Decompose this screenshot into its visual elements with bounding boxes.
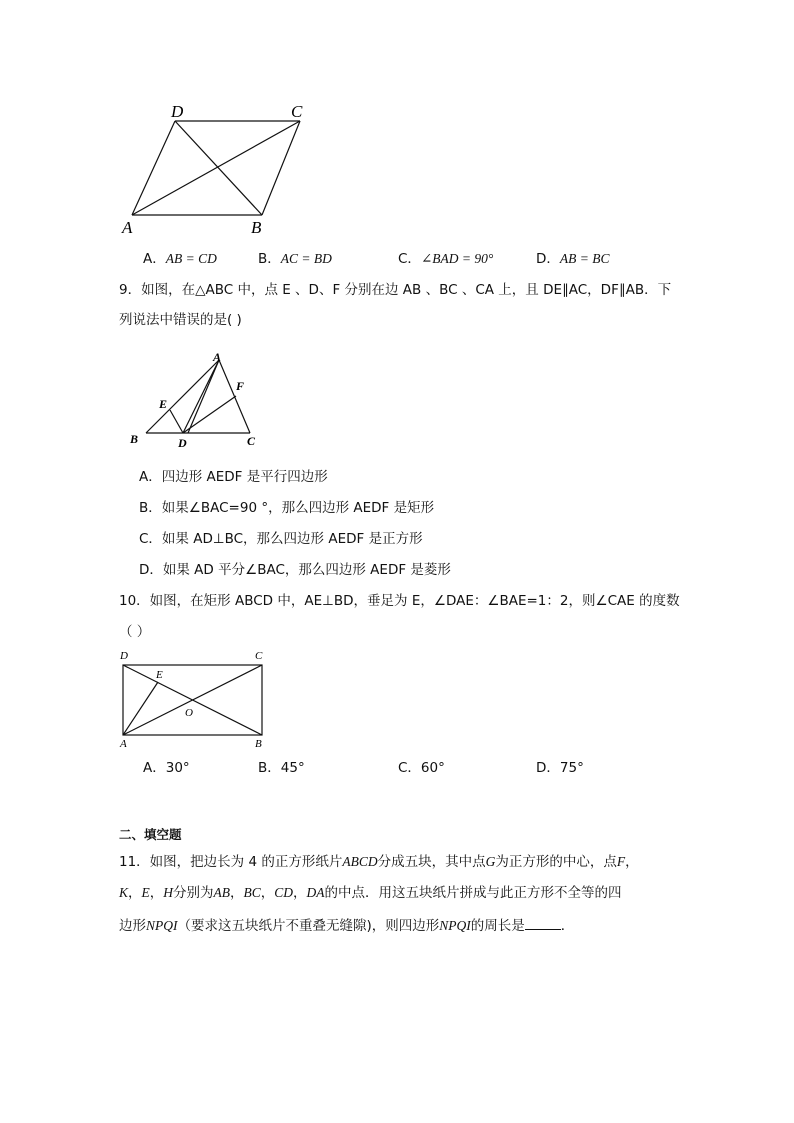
math-run: NPQI xyxy=(146,918,178,933)
q10-stem-line2: （ ） xyxy=(119,624,151,640)
math-run: K xyxy=(119,885,129,900)
text-run: ， xyxy=(293,885,307,901)
math-run: CD xyxy=(274,885,294,900)
option-letter: C． xyxy=(398,251,421,267)
label-d: D xyxy=(171,102,184,121)
label-a: A xyxy=(213,350,222,364)
section-title: 二、填空题 xyxy=(119,827,182,842)
label-d: D xyxy=(120,650,128,662)
math-run: BC xyxy=(243,885,261,900)
q9-option-d: D．如果 AD 平分∠BAC，那么四边形 AEDF 是菱形 xyxy=(139,562,451,578)
text-run: ， xyxy=(149,885,164,901)
text-run: 11．如图，把边长为 4 的正方形纸片 xyxy=(119,854,343,870)
text-run: 分成五块，其中点 xyxy=(377,854,486,870)
math-run: H xyxy=(163,885,174,900)
math-run: AB xyxy=(213,885,231,900)
text-run: 边形 xyxy=(119,918,146,934)
q11-line2 xyxy=(119,884,622,902)
option-text: AB = BC xyxy=(559,251,610,266)
answer-blank[interactable] xyxy=(525,915,561,930)
q9-option-b: B．如果∠BAC=90 °，那么四边形 AEDF 是矩形 xyxy=(139,500,435,516)
label-e: E xyxy=(156,669,163,681)
math-run: ABCD xyxy=(342,854,378,869)
text-run: 的中点．用这五块纸片拼成与此正方形不全等的四 xyxy=(324,885,622,901)
label-a: A xyxy=(120,738,127,750)
q9-option-a: A．四边形 AEDF 是平行四边形 xyxy=(139,469,328,485)
text-run: ， xyxy=(230,885,244,901)
label-o: O xyxy=(185,707,193,719)
text-run: ， xyxy=(128,885,142,901)
q9-option-c: C．如果 AD⊥BC，那么四边形 AEDF 是正方形 xyxy=(139,531,423,547)
q9-stem-line2: 列说法中错误的是( ) xyxy=(119,312,242,328)
option-letter: B． xyxy=(258,251,281,267)
math-run: G xyxy=(485,854,496,869)
label-c: C xyxy=(291,102,303,121)
q10-option-d: D．75° xyxy=(536,760,584,776)
label-c: C xyxy=(255,650,263,662)
option-text: AB = CD xyxy=(165,251,217,266)
math-run: E xyxy=(141,885,150,900)
q10-option-b: B．45° xyxy=(258,760,305,776)
text-run: 为正方形的中心，点 xyxy=(495,854,617,870)
math-run: F xyxy=(616,854,626,869)
q9-stem-line1: 9．如图，在△ABC 中，点 E 、D、F 分别在边 AB 、BC 、CA 上，且 DE∥AC，DF∥AB．下 xyxy=(119,282,672,298)
math-run: DA xyxy=(306,885,325,900)
option-text: ∠BAD = 90° xyxy=(420,251,494,266)
text-run: ， xyxy=(260,885,275,901)
option-text: AC = BD xyxy=(280,251,332,266)
option-letter: D． xyxy=(536,251,560,267)
label-b: B xyxy=(251,218,262,237)
text-run: ， xyxy=(625,854,639,870)
label-d: D xyxy=(178,436,187,450)
text-run: ． xyxy=(560,918,575,934)
text-run: 的周长是 xyxy=(470,918,525,934)
label-b: B xyxy=(130,432,139,446)
label-a: A xyxy=(122,218,133,237)
label-f: F xyxy=(236,379,245,393)
q10-stem-line1: 10．如图，在矩形 ABCD 中，AE⊥BD，垂足为 E，∠DAE：∠BAE=1：2，则∠CAE 的度数 xyxy=(119,593,680,609)
text-run: （要求这五块纸片不重叠无缝隙)，则四边形 xyxy=(177,918,440,934)
math-run: NPQI xyxy=(439,918,471,933)
label-e: E xyxy=(159,397,168,411)
q10-option-c: C．60° xyxy=(398,760,445,776)
segment-ae xyxy=(123,682,158,735)
q11-line3 xyxy=(119,915,574,935)
option-letter: A． xyxy=(143,251,166,267)
text-run: 分别为 xyxy=(173,885,214,901)
label-b: B xyxy=(255,738,262,750)
q11-line1 xyxy=(119,853,639,871)
label-c: C xyxy=(247,434,256,448)
q10-option-a: A．30° xyxy=(143,760,190,776)
